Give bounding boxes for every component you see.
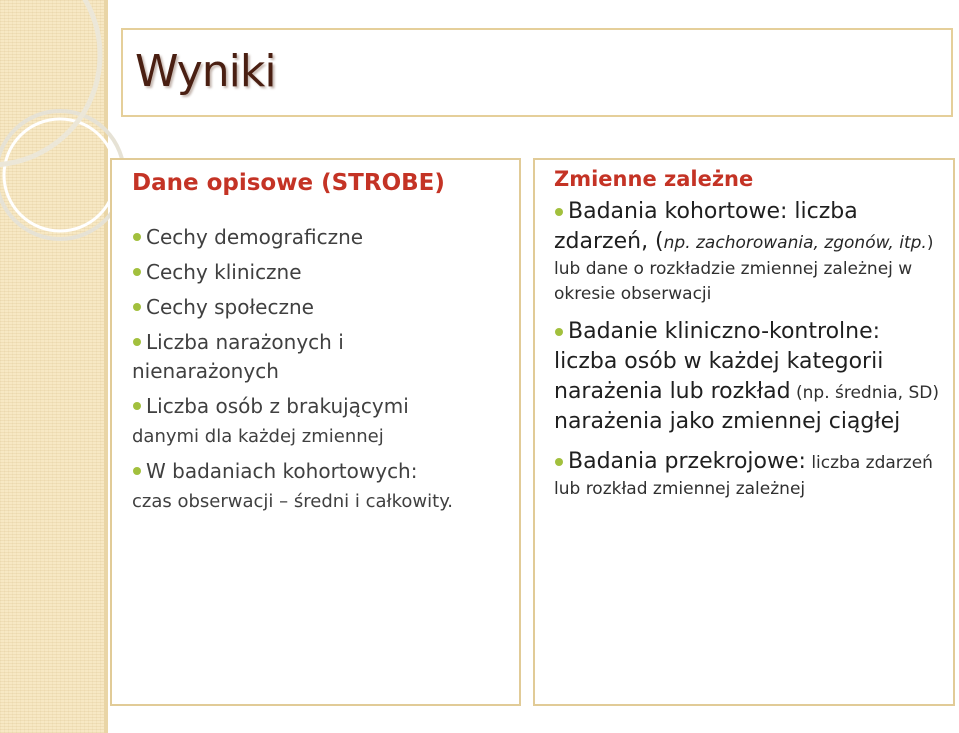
descriptive-data-content bbox=[132, 168, 502, 522]
bullet-icon bbox=[133, 338, 141, 346]
list-item: Cechy społeczne bbox=[132, 293, 502, 322]
list-item: W badaniach kohortowych: czas obserwacji – średni i całkowity. bbox=[132, 459, 454, 512]
descriptive-data-list bbox=[132, 223, 502, 516]
bullet-icon bbox=[555, 458, 563, 466]
dependent-variables-content bbox=[554, 164, 946, 512]
list-item: Badanie kliniczno-kontrolne: liczba osób w każdej kategorii narażenia lub rozkład (np. średnia, SD) narażenia jako zmiennej ciągłej bbox=[554, 319, 939, 434]
list-item: Badania kohortowe: liczba zdarzeń, (np. zachorowania, zgonów, itp.) lub dane o rozkładzie zmiennej zależnej w okresie obserwacji bbox=[554, 199, 934, 304]
list-item: Cechy demograficzne bbox=[132, 223, 502, 252]
bullet-icon bbox=[133, 303, 141, 311]
descriptive-data-heading: Dane opisowe (STROBE) bbox=[132, 170, 445, 196]
bullet-icon bbox=[133, 268, 141, 276]
title-box bbox=[121, 28, 953, 117]
list-item: Liczba narażonych i nienarażonych bbox=[132, 330, 344, 383]
list-item: Badania przekrojowe: liczba zdarzeń lub rozkład zmiennej zależnej bbox=[554, 449, 933, 499]
dependent-variables-heading: Zmienne zależne bbox=[554, 167, 754, 191]
descriptive-data-panel bbox=[110, 158, 521, 706]
bullet-icon bbox=[133, 467, 141, 475]
dependent-variables-panel bbox=[533, 158, 955, 706]
bullet-icon bbox=[133, 233, 141, 241]
slide-title: Wyniki bbox=[135, 46, 276, 97]
list-item: Cechy kliniczne bbox=[132, 258, 502, 287]
list-item: Liczba osób z brakującymi danymi dla każdej zmiennej bbox=[132, 394, 409, 447]
bullet-icon bbox=[555, 208, 563, 216]
bullet-icon bbox=[555, 328, 563, 336]
bullet-icon bbox=[133, 402, 141, 410]
